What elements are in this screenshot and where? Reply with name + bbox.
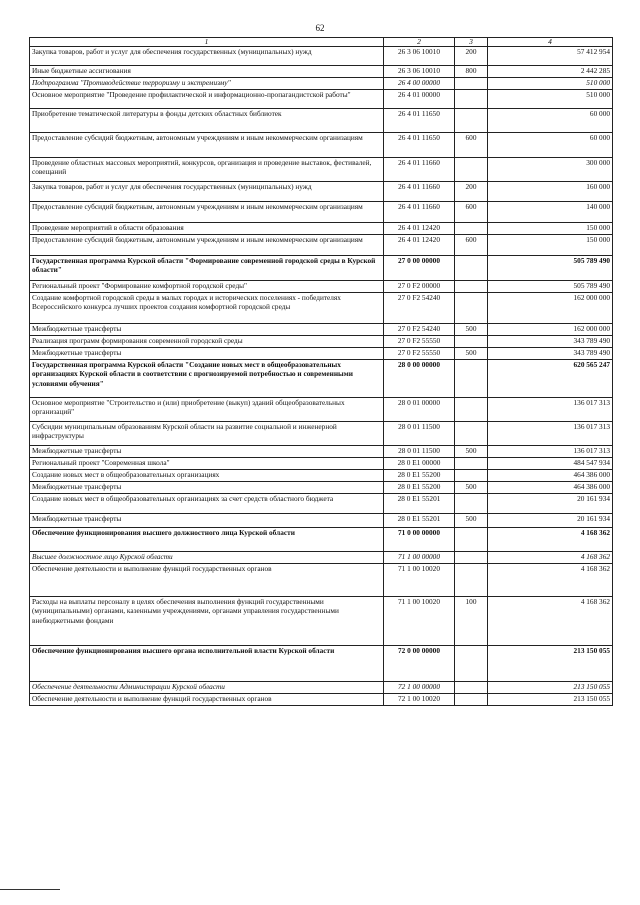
row-type-cell: 500 (455, 324, 488, 336)
row-sum-cell: 140 000 (488, 202, 613, 223)
row-code-cell: 26 4 01 12420 (384, 235, 455, 256)
row-sum-cell: 2 442 285 (488, 66, 613, 78)
budget-table (29, 37, 613, 706)
row-name-cell: Межбюджетные трансферты (30, 482, 384, 494)
row-code-cell: 26 4 01 12420 (384, 223, 455, 235)
table-row (30, 202, 613, 223)
row-type-cell (455, 494, 488, 514)
row-sum-cell: 136 017 313 (488, 446, 613, 458)
row-sum-cell: 213 150 055 (488, 646, 613, 682)
row-type-cell (455, 360, 488, 398)
table-row (30, 182, 613, 202)
row-sum-cell: 510 000 (488, 78, 613, 90)
row-name-cell: Создание новых мест в общеобразовательных организациях (30, 470, 384, 482)
row-name-cell: Субсидии муниципальным образованиям Курской области на развитие социальной и инженерной инфраструктуры (30, 422, 384, 446)
row-code-cell: 26 4 01 11660 (384, 158, 455, 182)
row-sum-cell: 57 412 954 (488, 47, 613, 66)
header-col-4: 4 (488, 38, 613, 47)
table-row (30, 482, 613, 494)
row-name-cell: Предоставление субсидий бюджетным, автономным учреждениям и иным некоммерческим организациям (30, 202, 384, 223)
row-type-cell: 500 (455, 348, 488, 360)
row-name-cell: Высшее должностное лицо Курской области (30, 552, 384, 564)
row-sum-cell: 343 789 490 (488, 348, 613, 360)
row-name-cell: Межбюджетные трансферты (30, 324, 384, 336)
row-name-cell: Межбюджетные трансферты (30, 514, 384, 528)
row-name-cell: Закупка товаров, работ и услуг для обеспечения государственных (муниципальных) нужд (30, 47, 384, 66)
table-row (30, 458, 613, 470)
row-sum-cell: 162 000 000 (488, 324, 613, 336)
row-name-cell: Предоставление субсидий бюджетным, автономным учреждениям и иным некоммерческим организациям (30, 133, 384, 158)
row-sum-cell: 300 000 (488, 158, 613, 182)
row-sum-cell: 150 000 (488, 223, 613, 235)
table-header-row (30, 38, 613, 47)
row-code-cell: 28 0 E1 55201 (384, 494, 455, 514)
row-type-cell: 800 (455, 66, 488, 78)
row-code-cell: 26 3 06 10010 (384, 66, 455, 78)
row-name-cell: Подпрограмма "Противодействие терроризму и экстремизму" (30, 78, 384, 90)
row-type-cell (455, 336, 488, 348)
row-sum-cell: 150 000 (488, 235, 613, 256)
table-row (30, 514, 613, 528)
row-name-cell: Обеспечение деятельности и выполнение функций государственных органов (30, 564, 384, 597)
table-row (30, 528, 613, 552)
table-row (30, 348, 613, 360)
table-row (30, 78, 613, 90)
row-sum-cell: 4 168 362 (488, 528, 613, 552)
row-name-cell: Межбюджетные трансферты (30, 446, 384, 458)
row-sum-cell: 4 168 362 (488, 597, 613, 646)
row-name-cell: Реализация программ формирования современной городской среды (30, 336, 384, 348)
table-row (30, 646, 613, 682)
row-sum-cell: 136 017 313 (488, 398, 613, 422)
table-row (30, 293, 613, 324)
row-name-cell: Региональный проект "Современная школа" (30, 458, 384, 470)
row-sum-cell: 484 547 934 (488, 458, 613, 470)
row-sum-cell: 20 161 934 (488, 514, 613, 528)
table-row (30, 446, 613, 458)
row-type-cell (455, 694, 488, 706)
row-type-cell (455, 564, 488, 597)
table-row (30, 235, 613, 256)
table-row (30, 90, 613, 109)
row-code-cell: 26 3 06 10010 (384, 47, 455, 66)
row-name-cell: Расходы на выплаты персоналу в целях обеспечения выполнения функций государственными (муниципальными) органами, казенными учреждениями, органами управления государственными внебюджетными фондами (30, 597, 384, 646)
table-row (30, 66, 613, 78)
row-name-cell: Межбюджетные трансферты (30, 348, 384, 360)
table-row (30, 109, 613, 133)
table-row (30, 336, 613, 348)
row-type-cell (455, 78, 488, 90)
row-code-cell: 26 4 01 11650 (384, 133, 455, 158)
row-type-cell (455, 646, 488, 682)
row-code-cell: 71 1 00 10020 (384, 564, 455, 597)
row-sum-cell: 620 565 247 (488, 360, 613, 398)
row-name-cell: Приобретение тематической литературы в фонды детских областных библиотек (30, 109, 384, 133)
row-code-cell: 26 4 00 00000 (384, 78, 455, 90)
row-type-cell (455, 293, 488, 324)
row-sum-cell: 60 000 (488, 133, 613, 158)
page-number: 62 (315, 23, 325, 33)
row-sum-cell: 20 161 934 (488, 494, 613, 514)
row-code-cell: 26 4 01 11650 (384, 109, 455, 133)
header-col-3: 3 (455, 38, 488, 47)
row-type-cell: 600 (455, 202, 488, 223)
footer-rule (0, 889, 60, 890)
table-row (30, 494, 613, 514)
row-type-cell (455, 256, 488, 281)
row-code-cell: 28 0 E1 55200 (384, 470, 455, 482)
row-name-cell: Предоставление субсидий бюджетным, автономным учреждениям и иным некоммерческим организациям (30, 235, 384, 256)
row-code-cell: 27 0 F2 54240 (384, 293, 455, 324)
row-sum-cell: 4 168 362 (488, 564, 613, 597)
row-name-cell: Основное мероприятие "Строительство и (или) приобретение (выкуп) зданий общеобразовательных организаций" (30, 398, 384, 422)
row-name-cell: Обеспечение деятельности Администрации Курской области (30, 682, 384, 694)
row-code-cell: 26 4 01 00000 (384, 90, 455, 109)
header-col-2: 2 (384, 38, 455, 47)
row-type-cell: 100 (455, 597, 488, 646)
table-row (30, 552, 613, 564)
row-code-cell: 27 0 F2 54240 (384, 324, 455, 336)
row-sum-cell: 213 150 055 (488, 694, 613, 706)
row-type-cell (455, 422, 488, 446)
row-name-cell: Обеспечение деятельности и выполнение функций государственных органов (30, 694, 384, 706)
row-sum-cell: 343 789 490 (488, 336, 613, 348)
row-type-cell: 200 (455, 47, 488, 66)
row-code-cell: 27 0 F2 00000 (384, 281, 455, 293)
row-code-cell: 28 0 01 11500 (384, 422, 455, 446)
row-name-cell: Закупка товаров, работ и услуг для обеспечения государственных (муниципальных) нужд (30, 182, 384, 202)
row-sum-cell: 505 789 490 (488, 281, 613, 293)
row-name-cell: Создание комфортной городской среды в малых городах и исторических поселениях - победителях Всероссийского конкурса лучших проектов создания комфортной городской среды (30, 293, 384, 324)
row-sum-cell: 162 000 000 (488, 293, 613, 324)
row-type-cell (455, 458, 488, 470)
row-sum-cell: 160 000 (488, 182, 613, 202)
table-body (30, 47, 613, 706)
row-name-cell: Иные бюджетные ассигнования (30, 66, 384, 78)
row-sum-cell: 464 386 000 (488, 470, 613, 482)
row-code-cell: 72 1 00 10020 (384, 694, 455, 706)
row-code-cell: 72 1 00 00000 (384, 682, 455, 694)
table-row (30, 158, 613, 182)
row-sum-cell: 505 789 490 (488, 256, 613, 281)
row-type-cell: 500 (455, 482, 488, 494)
header-col-1: 1 (30, 38, 384, 47)
table-row (30, 223, 613, 235)
row-code-cell: 72 0 00 00000 (384, 646, 455, 682)
row-name-cell: Проведение областных массовых мероприятий, конкурсов, организация и проведение выставок, фестивалей, совещаний (30, 158, 384, 182)
row-sum-cell: 213 150 055 (488, 682, 613, 694)
row-type-cell: 600 (455, 235, 488, 256)
row-code-cell: 71 1 00 10020 (384, 597, 455, 646)
row-code-cell: 27 0 F2 55550 (384, 348, 455, 360)
row-type-cell (455, 470, 488, 482)
row-code-cell: 71 0 00 00000 (384, 528, 455, 552)
row-sum-cell: 464 386 000 (488, 482, 613, 494)
row-sum-cell: 60 000 (488, 109, 613, 133)
row-type-cell: 500 (455, 514, 488, 528)
table-row (30, 597, 613, 646)
table-row (30, 564, 613, 597)
row-name-cell: Государственная программа Курской области "Создание новых мест в общеобразовательных организациях Курской области в соответствии с прогнозируемой потребностью и современными условиями обучения" (30, 360, 384, 398)
row-type-cell: 600 (455, 133, 488, 158)
row-name-cell: Региональный проект "Формирование комфортной городской среды" (30, 281, 384, 293)
row-name-cell: Государственная программа Курской области "Формирование современной городской среды в Курской области" (30, 256, 384, 281)
row-name-cell: Проведение мероприятий в области образования (30, 223, 384, 235)
row-type-cell (455, 398, 488, 422)
row-type-cell (455, 223, 488, 235)
row-type-cell (455, 109, 488, 133)
table-row (30, 694, 613, 706)
row-name-cell: Обеспечение функционирования высшего должностного лица Курской области (30, 528, 384, 552)
row-sum-cell: 136 017 313 (488, 422, 613, 446)
table-row (30, 133, 613, 158)
row-code-cell: 26 4 01 11660 (384, 182, 455, 202)
row-code-cell: 28 0 E1 00000 (384, 458, 455, 470)
table-row (30, 682, 613, 694)
row-type-cell (455, 158, 488, 182)
row-name-cell: Обеспечение функционирования высшего органа исполнительной власти Курской области (30, 646, 384, 682)
row-type-cell (455, 281, 488, 293)
row-type-cell (455, 90, 488, 109)
row-sum-cell: 4 168 362 (488, 552, 613, 564)
row-code-cell: 28 0 E1 55200 (384, 482, 455, 494)
row-sum-cell: 510 000 (488, 90, 613, 109)
row-code-cell: 27 0 00 00000 (384, 256, 455, 281)
row-code-cell: 28 0 E1 55201 (384, 514, 455, 528)
table-row (30, 398, 613, 422)
row-type-cell: 200 (455, 182, 488, 202)
row-type-cell (455, 552, 488, 564)
table-row (30, 422, 613, 446)
table-row (30, 256, 613, 281)
row-type-cell (455, 528, 488, 552)
row-code-cell: 28 0 00 00000 (384, 360, 455, 398)
row-code-cell: 71 1 00 00000 (384, 552, 455, 564)
row-code-cell: 28 0 01 11500 (384, 446, 455, 458)
table-row (30, 360, 613, 398)
table-row (30, 47, 613, 66)
row-name-cell: Основное мероприятие "Проведение профилактической и информационно-пропагандистской работы" (30, 90, 384, 109)
table-row (30, 281, 613, 293)
row-type-cell (455, 682, 488, 694)
row-name-cell: Создание новых мест в общеобразовательных организациях за счет средств областного бюджета (30, 494, 384, 514)
table-row (30, 470, 613, 482)
table-row (30, 324, 613, 336)
row-type-cell: 500 (455, 446, 488, 458)
row-code-cell: 27 0 F2 55550 (384, 336, 455, 348)
row-code-cell: 28 0 01 00000 (384, 398, 455, 422)
row-code-cell: 26 4 01 11660 (384, 202, 455, 223)
